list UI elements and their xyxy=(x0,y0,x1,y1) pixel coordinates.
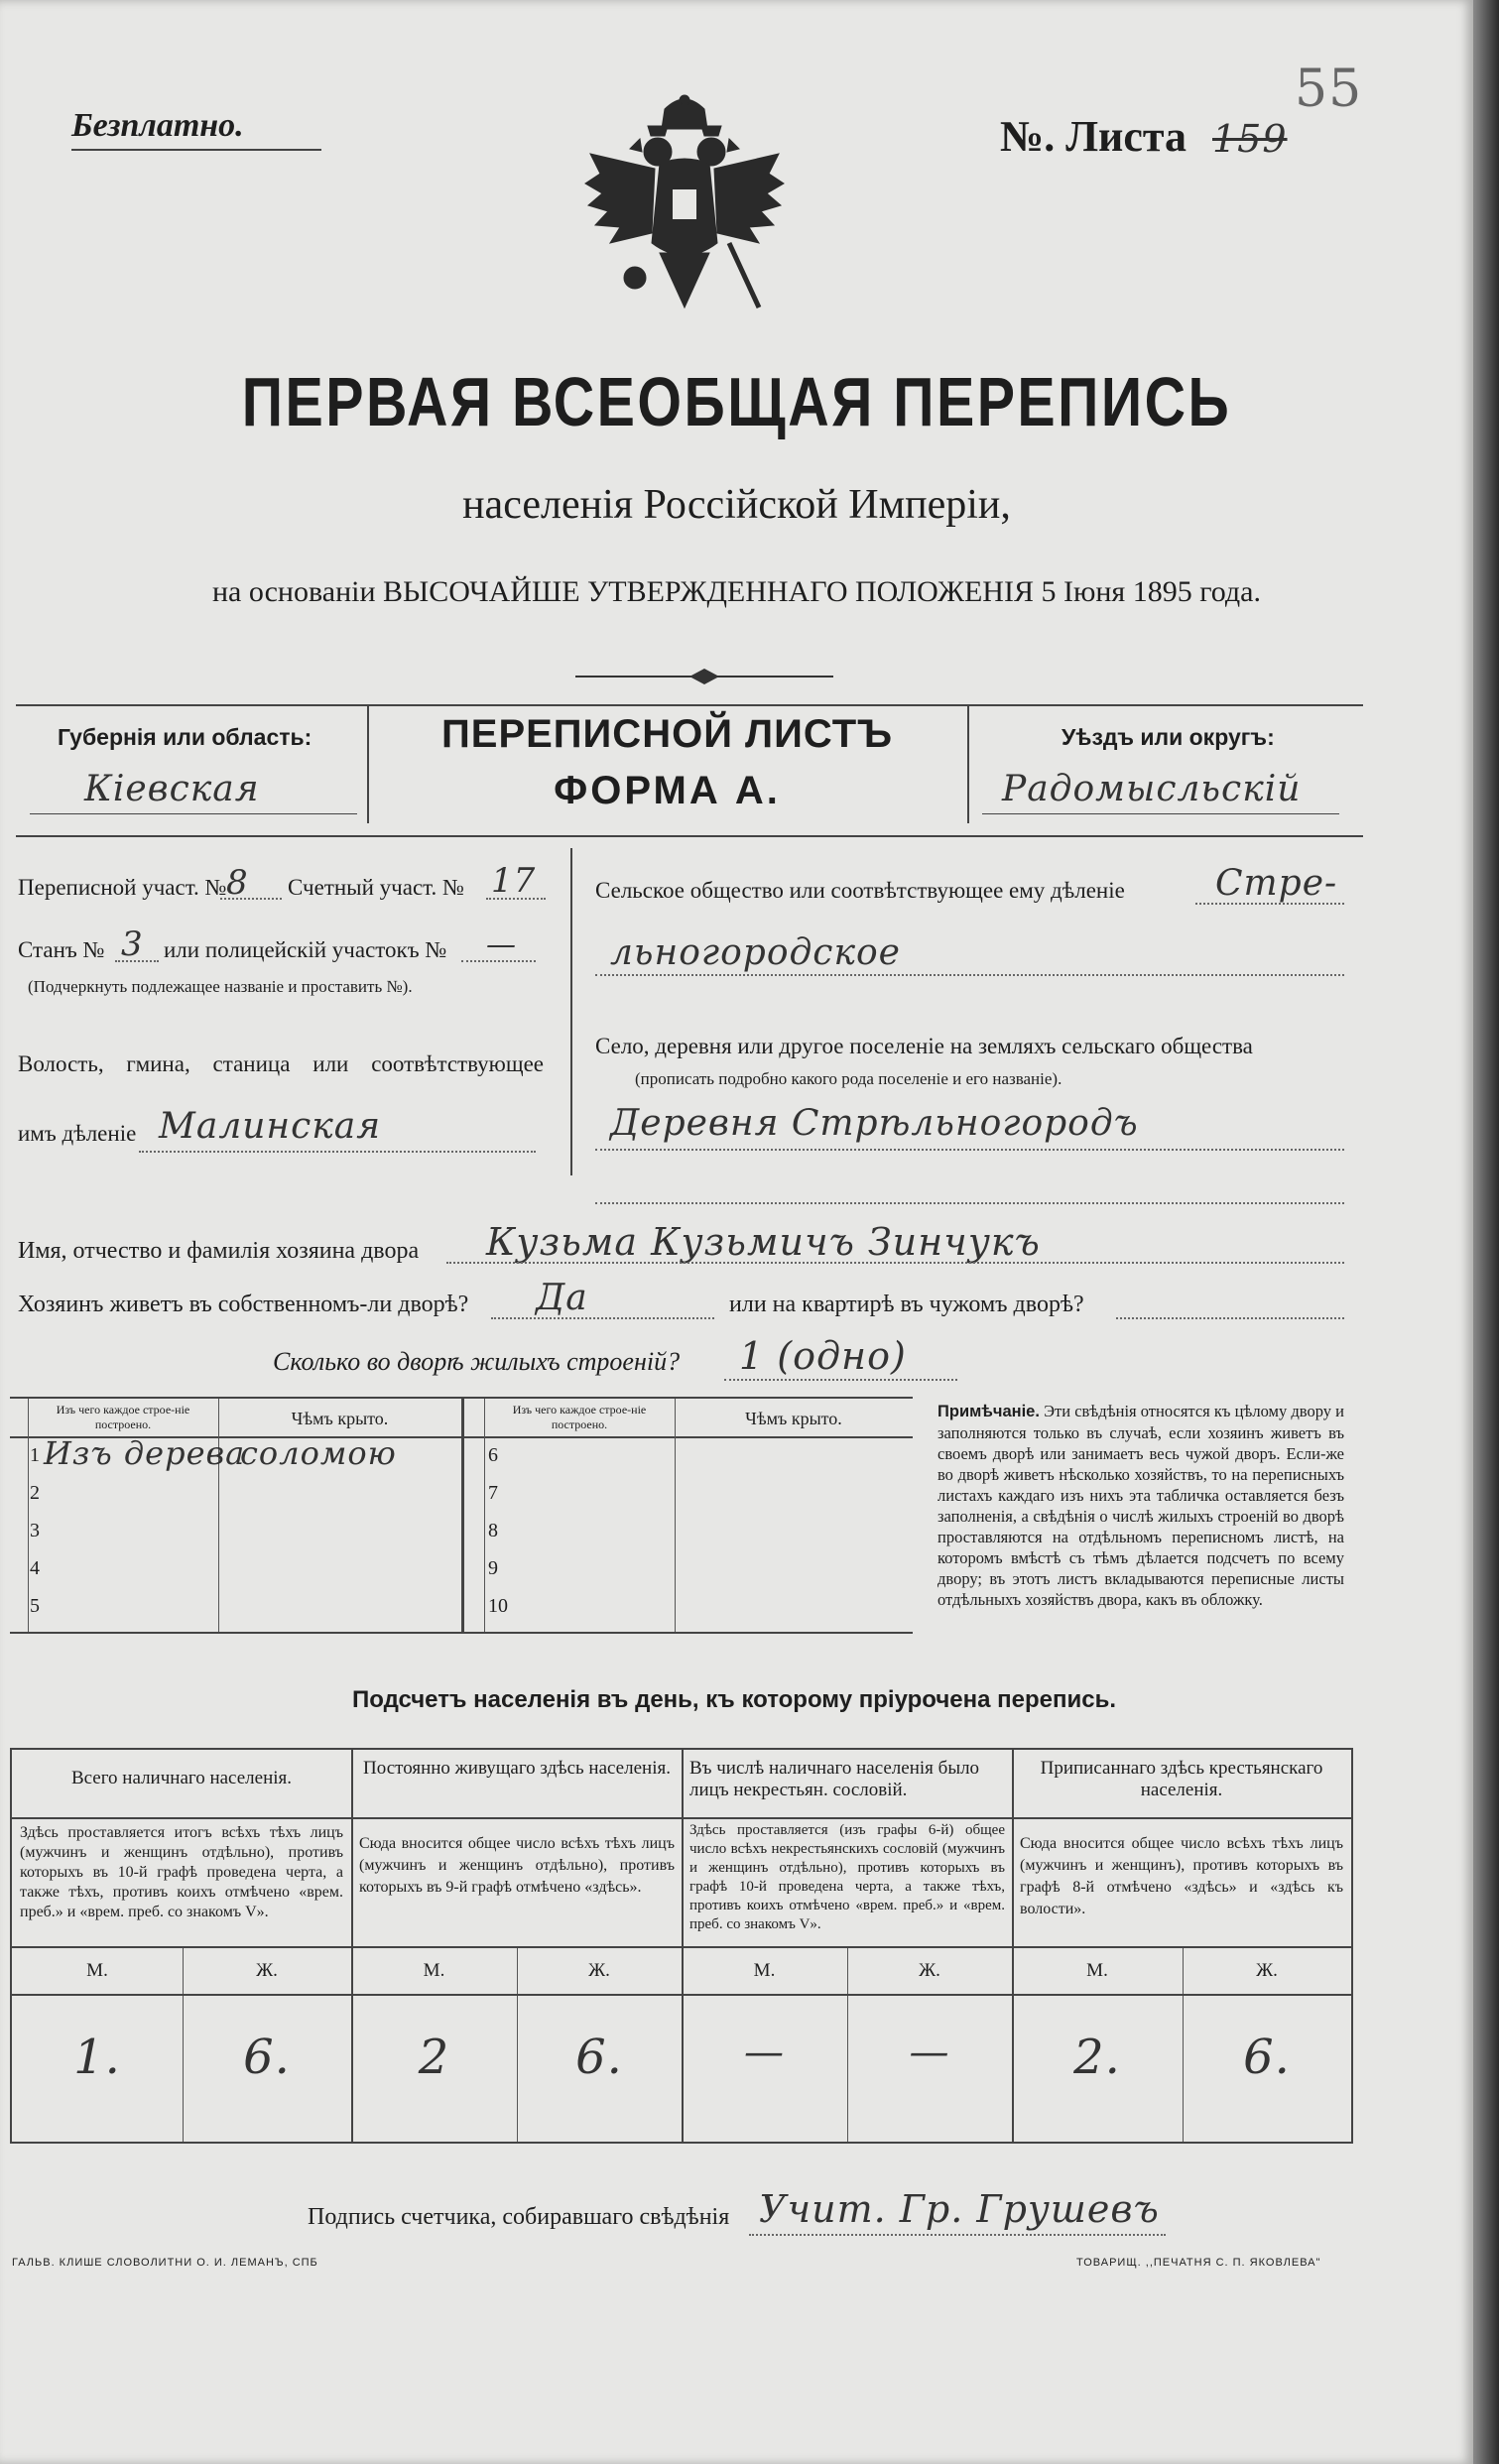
gubernia-label: Губернія или область: xyxy=(58,724,312,750)
subtitle: населенія Россійской Имперіи, xyxy=(462,482,1011,528)
free-underline xyxy=(71,149,321,151)
count-m-label: М. xyxy=(753,1960,776,1981)
count-area-label: Счетный участ. № xyxy=(288,875,464,900)
buildings-col4-header: Чѣмъ крыто. xyxy=(745,1409,842,1428)
signature-line xyxy=(749,2234,1166,2236)
buildings-row-num: 4 xyxy=(30,1557,40,1579)
count-col1-desc: Здѣсь проставляется итогъ всѣхъ тѣхъ лицъ (мужчинъ и женщинъ отдѣльно), противъ которыхъ въ 10-й графѣ проведена черта, а также тѣхъ, противъ коихъ отмѣчено «врем. преб.» и «врем. преб. со знакомъ V». xyxy=(20,1824,343,1920)
count-zh-label: Ж. xyxy=(1256,1960,1278,1981)
count-zh-label: Ж. xyxy=(919,1960,940,1981)
form-name: ФОРМА А. xyxy=(554,769,781,812)
count-value: 1. xyxy=(73,2030,121,2085)
society-value-1: Стре- xyxy=(1215,863,1338,904)
count-value: 2 xyxy=(418,2030,450,2085)
buildings-row-num: 10 xyxy=(488,1595,508,1617)
count-area-value: 17 xyxy=(491,861,537,901)
legal-basis: на основаніи ВЫСОЧАЙШЕ УТВЕРЖДЕННАГО ПОЛОЖЕНІЯ 5 Іюня 1895 года. xyxy=(212,575,1261,608)
sheet-number-crossed: 159 xyxy=(1212,117,1288,161)
uezd-line xyxy=(982,813,1339,814)
stan-label: Станъ № xyxy=(18,937,105,962)
free-label: Безплатно. xyxy=(71,107,244,144)
society-line-1 xyxy=(1195,903,1344,905)
buildings-col3-header: Изъ чего каждое строе-ніе построено. xyxy=(512,1403,647,1431)
count-col3-header: Въ числѣ наличнаго населенія было лицъ некрестьян. сословій. xyxy=(689,1758,980,1800)
census-area-value: 8 xyxy=(226,863,249,903)
count-zh-label: Ж. xyxy=(588,1960,610,1981)
printer-left: ГАЛЬВ. КЛИШЕ СЛОВОЛИТНИ О. И. ЛЕМАНЪ, СПБ xyxy=(12,2257,318,2269)
gubernia-value: Кіевская xyxy=(84,769,260,809)
count-m-label: М. xyxy=(423,1960,445,1981)
own-yard-value: Да xyxy=(536,1278,588,1318)
form-header-bottom-rule xyxy=(16,835,1363,837)
stan-value: 3 xyxy=(121,924,144,964)
count-m-label: М. xyxy=(86,1960,108,1981)
fields-divider xyxy=(570,848,572,1175)
count-col2-desc: Сюда вносится общее число всѣхъ тѣхъ лицъ (мужчинъ и женщинъ отдѣльно), противъ которыхъ въ 9-й графѣ отмѣчено «здѣсь». xyxy=(359,1835,675,1896)
note-title: Примѣчаніе. xyxy=(937,1403,1040,1420)
count-value: — xyxy=(909,2030,950,2075)
row1-roof-value: соломою xyxy=(240,1434,397,1472)
count-table xyxy=(10,1748,1353,2144)
village-line-2 xyxy=(595,1202,1344,1204)
owner-name-value: Кузьма Кузьмичъ Зинчукъ xyxy=(486,1220,1041,1264)
count-value: 6. xyxy=(243,2030,291,2085)
count-value: 6. xyxy=(575,2030,623,2085)
police-label: или полицейскій участокъ № xyxy=(164,937,447,962)
buildings-row-num: 1 xyxy=(30,1444,40,1466)
buildings-line xyxy=(724,1379,957,1381)
count-col2-header: Постоянно живущаго здѣсь населенія. xyxy=(363,1758,671,1779)
note-block xyxy=(937,1401,1344,1610)
ornament-divider xyxy=(575,665,833,693)
count-value: — xyxy=(744,2030,785,2075)
count-value: 6. xyxy=(1243,2030,1291,2085)
count-area-line xyxy=(486,898,546,900)
row1-material-value: Изъ дерева xyxy=(44,1434,246,1472)
village-line-1 xyxy=(595,1149,1344,1151)
sheet-label: №. Листа xyxy=(1000,112,1187,161)
imperial-eagle-emblem xyxy=(580,94,789,347)
uezd-value: Радомысльскій xyxy=(1002,769,1302,809)
volost-line xyxy=(139,1151,536,1153)
police-value: — xyxy=(486,927,517,962)
village-value: Деревня Стрѣльногородъ xyxy=(610,1103,1139,1144)
stan-line xyxy=(115,960,159,962)
volost-label: Волость, гмина, станица или соотвѣтствующее xyxy=(18,1051,544,1076)
signature-value: Учит. Гр. Грушевъ xyxy=(759,2187,1160,2231)
volost-label-2: имъ дѣленіе xyxy=(18,1121,137,1146)
census-area-label: Переписной участ. № xyxy=(18,875,227,900)
buildings-row-num: 7 xyxy=(488,1482,498,1504)
volost-value: Малинская xyxy=(159,1106,382,1147)
rented-label: или на квартирѣ въ чужомъ дворѣ? xyxy=(729,1292,1084,1317)
count-col4-desc: Сюда вносится общее число всѣхъ тѣхъ лицъ (мужчинъ и женщинъ), противъ которыхъ въ графѣ 8-й отмѣчено «здѣсь» и «здѣсь къ волости». xyxy=(1020,1835,1343,1917)
count-heading: Подсчетъ населенія въ день, къ которому пріурочена перепись. xyxy=(352,1686,1116,1713)
note-text: Эти свѣдѣнія относятся къ цѣлому двору и заполняются только въ случаѣ, если хозяинъ живетъ въ своемъ дворѣ или занимаетъ весь чужой дворъ. Если-же во дворѣ живетъ нѣсколько хозяйствъ, то на переписныхъ листахъ каждаго изъ нихъ эта табличка оставляется безъ заполненія, а свѣдѣнія о числѣ жилыхъ строеній во дворѣ проставляются на отдѣльномъ переписномъ листѣ, на которомъ вмѣстѣ съ тѣмъ дѣлается подсчетъ по всему двору; въ этотъ листъ вкладываются переписные листы отдѣльныхъ хозяйствъ двора, какъ въ обложку. xyxy=(937,1402,1344,1609)
own-yard-label: Хозяинъ живетъ въ собственномъ-ли дворѣ? xyxy=(18,1292,469,1317)
buildings-row-num: 2 xyxy=(30,1482,40,1504)
page-title: ПЕРВАЯ ВСЕОБЩАЯ ПЕРЕПИСЬ xyxy=(241,363,1232,440)
census-area-line xyxy=(220,898,282,900)
underline-note: (Подчеркнуть подлежащее названіе и проставить №). xyxy=(28,977,413,996)
count-value: 2. xyxy=(1073,2030,1121,2085)
buildings-row-num: 9 xyxy=(488,1557,498,1579)
count-zh-label: Ж. xyxy=(256,1960,278,1981)
uezd-label: Уѣздъ или округъ: xyxy=(1062,724,1275,750)
buildings-col2-header: Чѣмъ крыто. xyxy=(291,1409,389,1428)
owner-name-line xyxy=(446,1262,1344,1264)
buildings-row-num: 3 xyxy=(30,1520,40,1541)
police-line xyxy=(461,960,536,962)
form-header-top-rule xyxy=(16,704,1363,706)
society-line-2 xyxy=(595,974,1344,976)
buildings-row-num: 8 xyxy=(488,1520,498,1541)
village-note: (прописать подробно какого рода поселеніе и его названіе). xyxy=(635,1069,1062,1088)
sheet-title: ПЕРЕПИСНОЙ ЛИСТЪ xyxy=(441,712,893,756)
count-m-label: М. xyxy=(1086,1960,1108,1981)
count-col4-header: Приписаннаго здѣсь крестьянскаго населенія. xyxy=(1040,1758,1323,1800)
buildings-row-num: 6 xyxy=(488,1444,498,1466)
buildings-table xyxy=(10,1397,913,1634)
society-value-2: льногородское xyxy=(610,932,901,973)
buildings-label: Сколько во дворѣ жилыхъ строеній? xyxy=(273,1347,681,1376)
buildings-row-num: 5 xyxy=(30,1595,40,1617)
own-yard-line xyxy=(491,1317,714,1319)
count-col1-header: Всего наличнаго населенія. xyxy=(70,1768,293,1788)
form-header-divider-right xyxy=(967,704,969,823)
rented-line xyxy=(1116,1317,1344,1319)
page-edge-shadow xyxy=(1473,0,1499,2464)
gubernia-line xyxy=(30,813,357,814)
buildings-value: 1 (одно) xyxy=(739,1334,907,1378)
sheet-number-pencil: 55 xyxy=(1295,60,1363,119)
owner-name-label: Имя, отчество и фамилія хозяина двора xyxy=(18,1238,420,1264)
village-label: Село, деревня или другое поселеніе на земляхъ сельскаго общества xyxy=(595,1034,1253,1058)
buildings-col1-header: Изъ чего каждое строе-ніе построено. xyxy=(56,1403,190,1431)
signature-label: Подпись счетчика, собиравшаго свѣдѣнія xyxy=(308,2204,730,2230)
printer-right: ТОВАРИЩ. ,,ПЕЧАТНЯ С. П. ЯКОВЛЕВА" xyxy=(1076,2257,1321,2269)
society-label: Сельское общество или соотвѣтствующее ему дѣленіе xyxy=(595,878,1125,903)
count-col3-desc: Здѣсь проставляется (изъ графы 6-й) общее число всѣхъ некрестьянскихъ сословій (мужчинъ и женщинъ отдѣльно), противъ которыхъ въ графѣ 10-й проведена черта, а также тѣхъ, противъ коихъ отмѣчено «врем. преб.» и «врем. преб. со знакомъ V». xyxy=(689,1822,1005,1932)
